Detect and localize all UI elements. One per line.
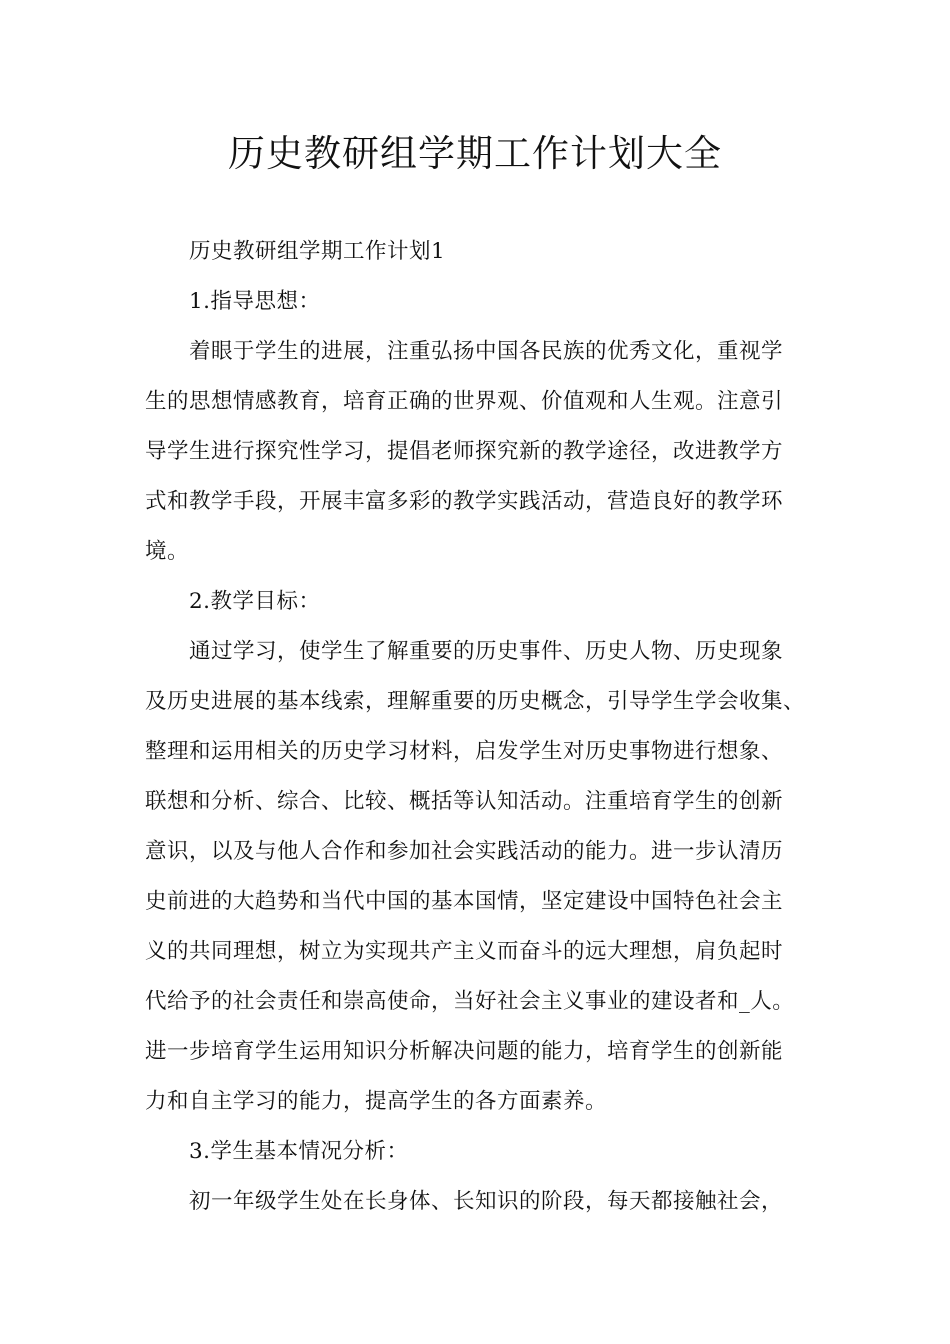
- paragraph-line: 境。: [145, 539, 190, 564]
- document-body: [145, 227, 815, 1227]
- paragraph-line: 意识，以及与他人合作和参加社会实践活动的能力。进一步认清历: [145, 839, 784, 864]
- paragraph-line: 史前进的大趋势和当代中国的基本国情，坚定建设中国特色社会主: [145, 889, 784, 914]
- subheading-teaching-goals: 2.教学目标：: [189, 589, 321, 614]
- paragraph-line: 着眼于学生的进展，注重弘扬中国各民族的优秀文化，重视学: [189, 339, 784, 364]
- paragraph-line: 初一年级学生处在长身体、长知识的阶段，每天都接触社会，: [189, 1189, 784, 1214]
- paragraph-line: 整理和运用相关的历史学习材料，启发学生对历史事物进行想象、: [145, 739, 784, 764]
- paragraph-line: 义的共同理想，树立为实现共产主义而奋斗的远大理想，肩负起时: [145, 939, 784, 964]
- paragraph-line: 通过学习，使学生了解重要的历史事件、历史人物、历史现象: [189, 639, 784, 664]
- paragraph-line: 进一步培育学生运用知识分析解决问题的能力，培育学生的创新能: [145, 1039, 784, 1064]
- paragraph-line: 联想和分析、综合、比较、概括等认知活动。注重培育学生的创新: [145, 789, 784, 814]
- paragraph-line: 式和教学手段，开展丰富多彩的教学实践活动，营造良好的教学环: [145, 489, 784, 514]
- paragraph-line: 生的思想情感教育，培育正确的世界观、价值观和人生观。注意引: [145, 389, 784, 414]
- document-title: 历史教研组学期工作计划大全: [228, 132, 722, 175]
- paragraph-line: 导学生进行探究性学习，提倡老师探究新的教学途径，改进教学方: [145, 439, 784, 464]
- subheading-student-analysis: 3.学生基本情况分析：: [189, 1139, 409, 1164]
- section-heading: 历史教研组学期工作计划1: [189, 239, 446, 264]
- subheading-guiding-thought: 1.指导思想：: [189, 289, 321, 314]
- paragraph-line: 及历史进展的基本线索，理解重要的历史概念，引导学生学会收集、: [145, 689, 806, 714]
- paragraph-line: 力和自主学习的能力，提高学生的各方面素养。: [145, 1089, 608, 1114]
- paragraph-line: 代给予的社会责任和崇高使命，当好社会主义事业的建设者和_人。: [145, 989, 795, 1014]
